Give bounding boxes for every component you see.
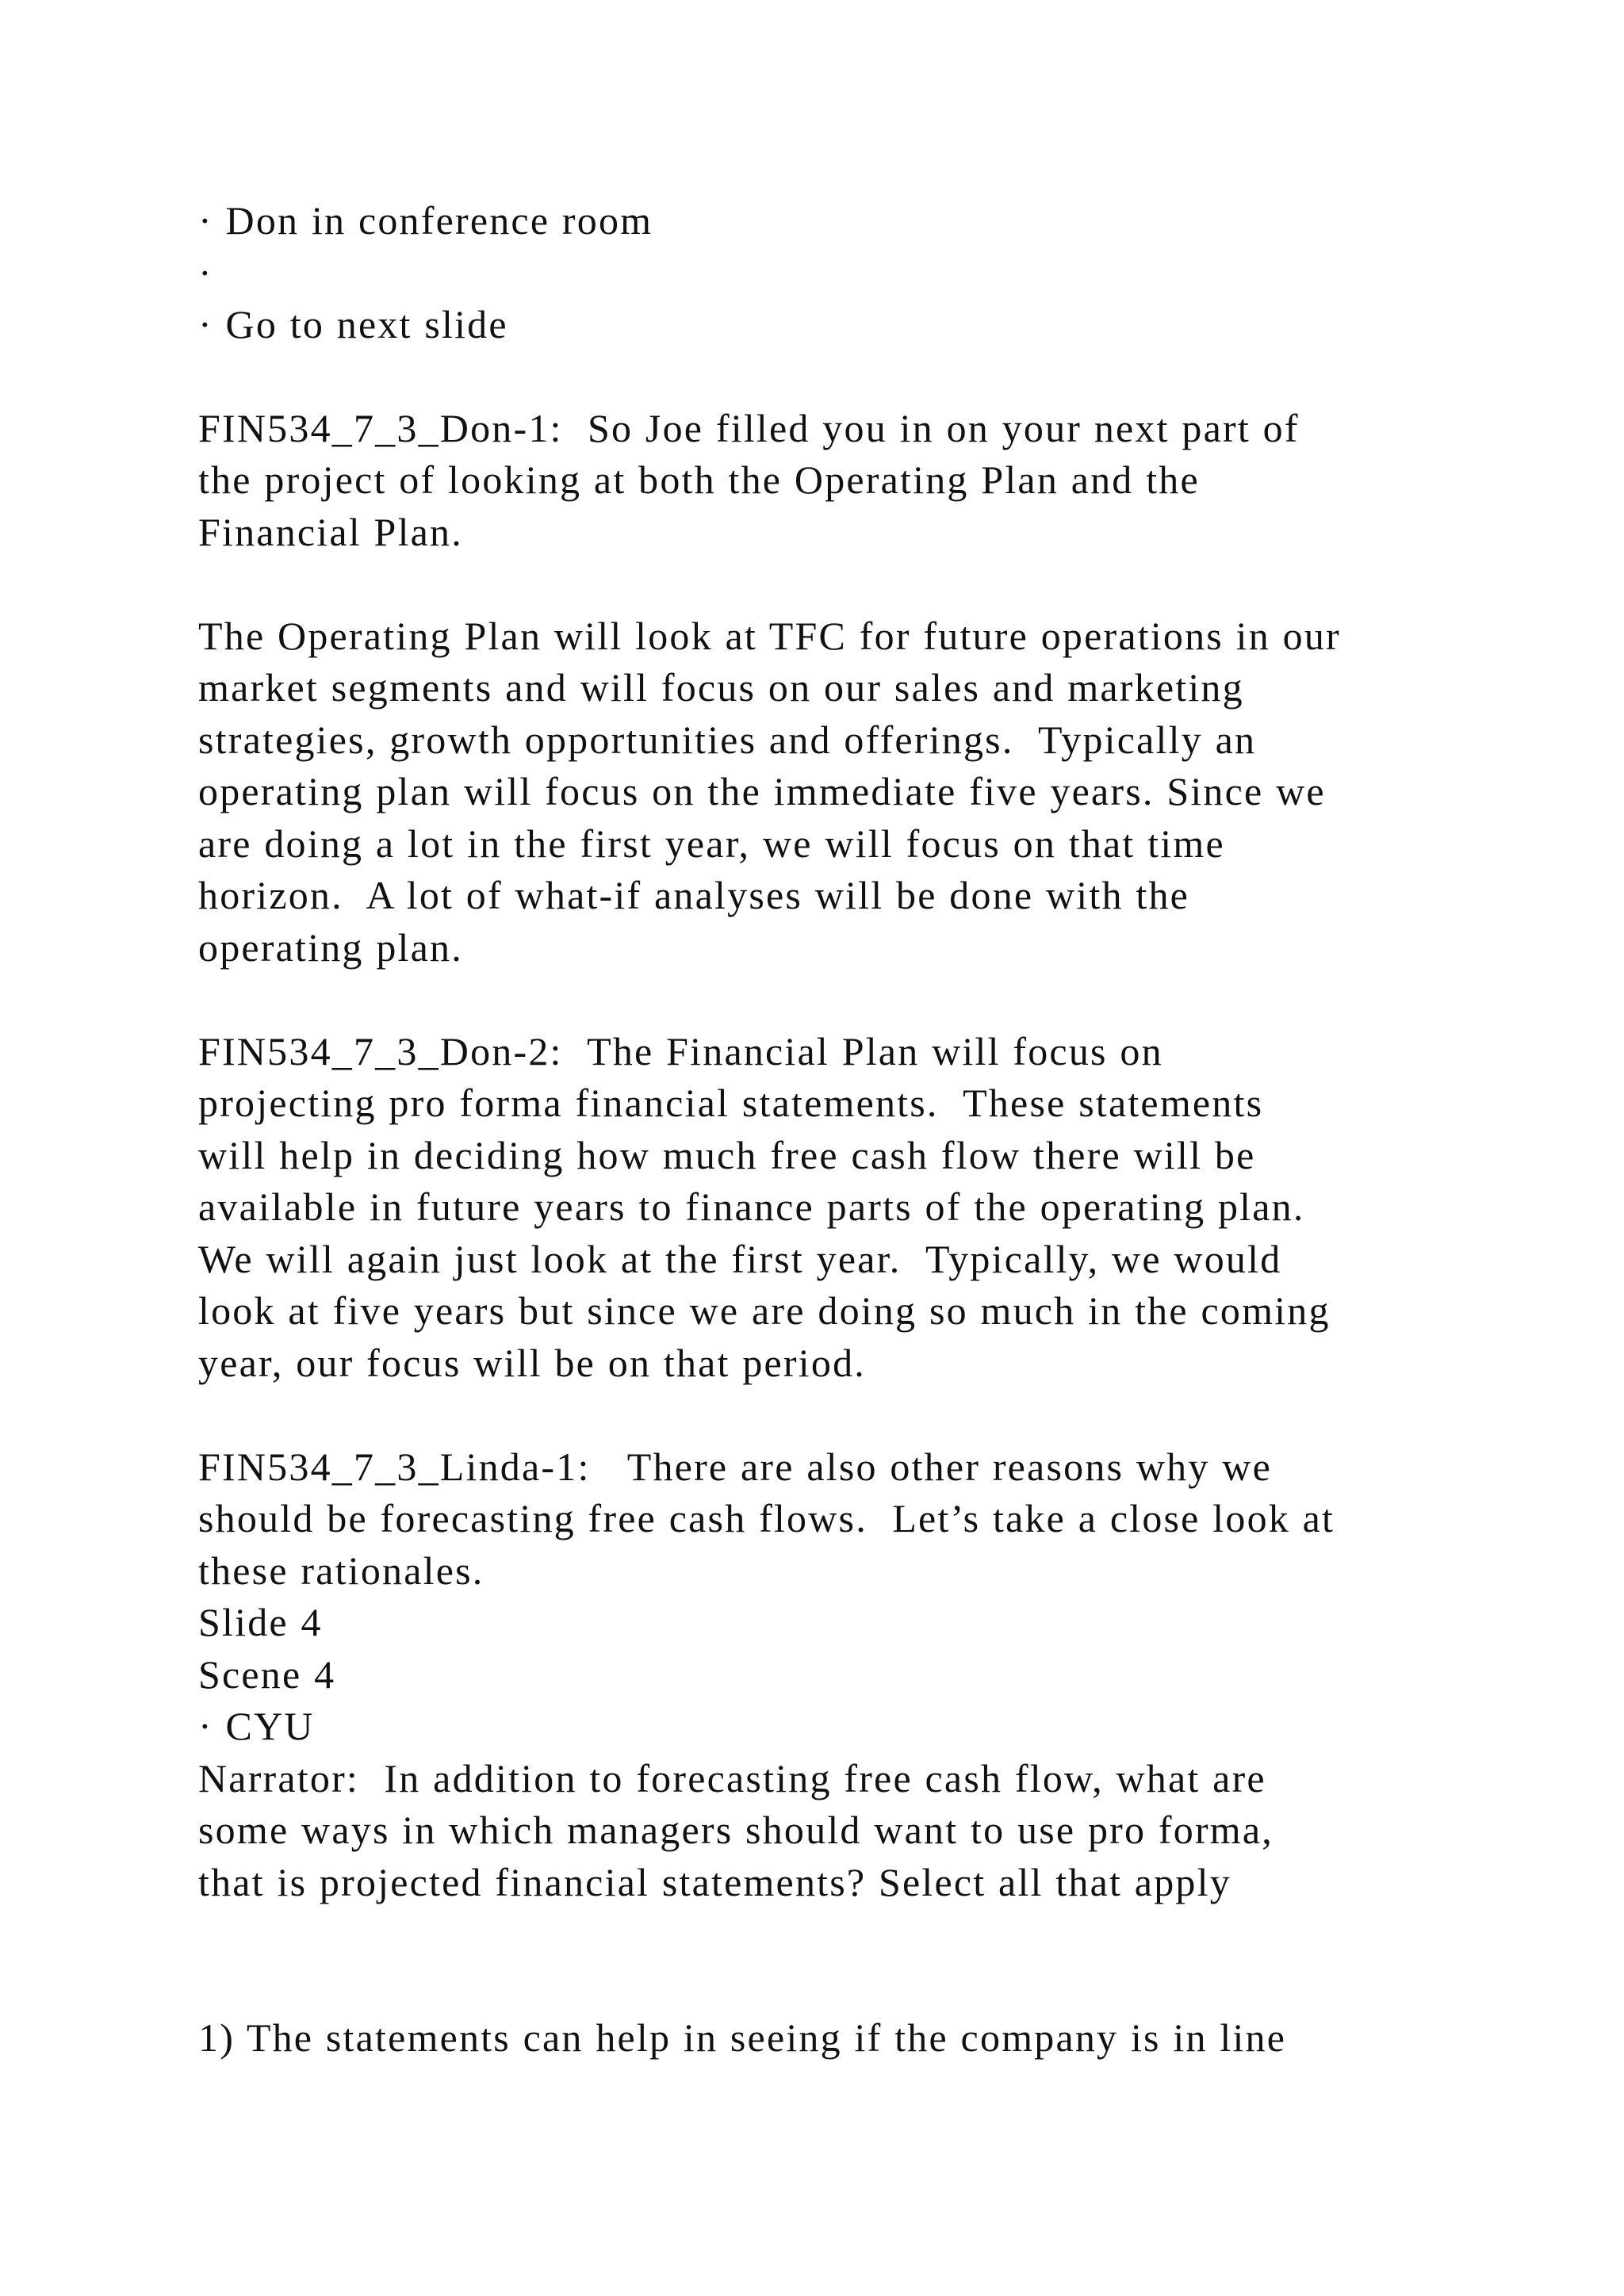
bullet-item: · Go to next slide xyxy=(198,301,508,346)
text-line: that is projected financial statements? Select all that apply xyxy=(198,1859,1231,1904)
text-line: these rationales. xyxy=(198,1548,485,1593)
document-body xyxy=(198,195,1499,2064)
text-line: projecting pro forma financial statements. These statements xyxy=(198,1081,1264,1125)
text-line: are doing a lot in the first year, we will focus on that time xyxy=(198,821,1225,866)
text-line: FIN534_7_3_Don-2: The Financial Plan will focus on xyxy=(198,1028,1163,1073)
text-line: operating plan. xyxy=(198,924,463,970)
text-line: operating plan will focus on the immediate five years. Since we xyxy=(198,769,1326,813)
text-line: The Operating Plan will look at TFC for future operations in our xyxy=(198,613,1341,658)
scene-label: Scene 4 xyxy=(198,1651,336,1697)
text-line: available in future years to finance parts of the operating plan. xyxy=(198,1184,1305,1229)
text-line: look at five years but since we are doing so much in the coming xyxy=(198,1288,1331,1333)
text-line: Financial Plan. xyxy=(198,509,463,554)
bullet-list-top xyxy=(198,195,1499,350)
paragraph-gap xyxy=(198,558,1499,610)
text-line: FIN534_7_3_Linda-1: There are also other reasons why we xyxy=(198,1444,1272,1489)
text-line: strategies, growth opportunities and offerings. Typically an xyxy=(198,717,1257,762)
answer-option-1 xyxy=(198,2012,1499,2064)
paragraph-operating-plan xyxy=(198,610,1499,974)
text-line: 1) The statements can help in seeing if the company is in line xyxy=(198,2015,1287,2060)
text-line: Narrator: In addition to forecasting free cash flow, what are xyxy=(198,1755,1266,1800)
text-line: some ways in which managers should want to use pro forma, xyxy=(198,1808,1274,1852)
bullet-item: · xyxy=(198,250,213,295)
bullet-item: · Don in conference room xyxy=(198,198,653,243)
text-line: horizon. A lot of what-if analyses will be done with the xyxy=(198,873,1190,917)
text-line: the project of looking at both the Operating Plan and the xyxy=(198,457,1200,502)
bullet-item: · CYU xyxy=(198,1704,315,1748)
paragraph-gap xyxy=(198,1389,1499,1441)
slide-label: Slide 4 xyxy=(198,1600,323,1644)
text-line: should be forecasting free cash flows. Let’s take a close look at xyxy=(198,1496,1335,1540)
paragraph-don-1 xyxy=(198,403,1499,559)
paragraph-gap xyxy=(198,1908,1499,2012)
paragraph-gap xyxy=(198,974,1499,1026)
text-line: market segments and will focus on our sales and marketing xyxy=(198,665,1244,710)
text-line: We will again just look at the first year. Typically, we would xyxy=(198,1236,1282,1281)
text-line: FIN534_7_3_Don-1: So Joe filled you in on your next part of xyxy=(198,405,1300,450)
paragraph-linda-1 xyxy=(198,1441,1499,1909)
text-line: year, our focus will be on that period. xyxy=(198,1340,866,1385)
paragraph-gap xyxy=(198,350,1499,403)
text-line: will help in deciding how much free cash flow there will be xyxy=(198,1132,1256,1177)
paragraph-don-2 xyxy=(198,1026,1499,1390)
